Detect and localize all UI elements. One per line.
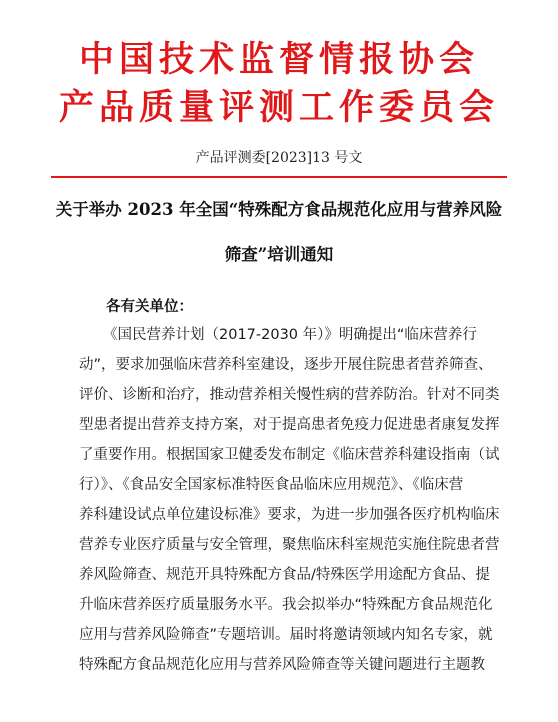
body-line: 《国民营养计划（2017-2030 年）》明确提出“临床营养行 xyxy=(103,327,477,343)
notice-title-line1: 关于举办 2023 年全国“特殊配方食品规范化应用与营养风险 xyxy=(55,200,503,219)
body-line: 升临床营养医疗质量服务水平。我会拟举办“特殊配方食品规范化 xyxy=(79,597,493,613)
body-line: 型患者提出营养支持方案，对于提高患者免疫力促进患者康复发挥 xyxy=(79,417,500,433)
body-line: 评价、诊断和治疗，推动营养相关慢性病的营养防治。针对不同类 xyxy=(79,387,500,403)
notice-title-line2: 筛查”培训通知 xyxy=(224,245,334,264)
org-name-line1: 中国技术监督情报协会 xyxy=(78,39,479,80)
body-line: 特殊配方食品规范化应用与营养风险筛查等关键问题进行主题教 xyxy=(79,657,485,673)
body-line: 养科建设试点单位建设标准》要求，为进一步加强各医疗机构临床 xyxy=(79,507,500,523)
body-line: 动”，要求加强临床营养科室建设，逐步开展住院患者营养筛查、 xyxy=(79,357,493,373)
org-name-line2: 产品质量评测工作委员会 xyxy=(58,87,499,128)
body-line: 行）》、《食品安全国家标准特医食品临床应用规范》、《临床营 xyxy=(79,477,464,493)
body-line: 养风险筛查、规范开具特殊配方食品/特殊医学用途配方食品、提 xyxy=(79,567,490,583)
salutation: 各有关单位： xyxy=(106,298,193,315)
body-line: 了重要作用。根据国家卫健委发布制定《临床营养科建设指南（试 xyxy=(79,447,500,463)
document-number: 产品评测委[2023]13 号文 xyxy=(195,150,363,166)
body-line: 应用与营养风险筛查”专题培训。届时将邀请领域内知名专家，就 xyxy=(79,627,493,643)
body-line: 营养专业医疗质量与安全管理，聚焦临床科室规范实施住院患者营 xyxy=(79,537,500,553)
red-divider-line xyxy=(51,176,507,178)
